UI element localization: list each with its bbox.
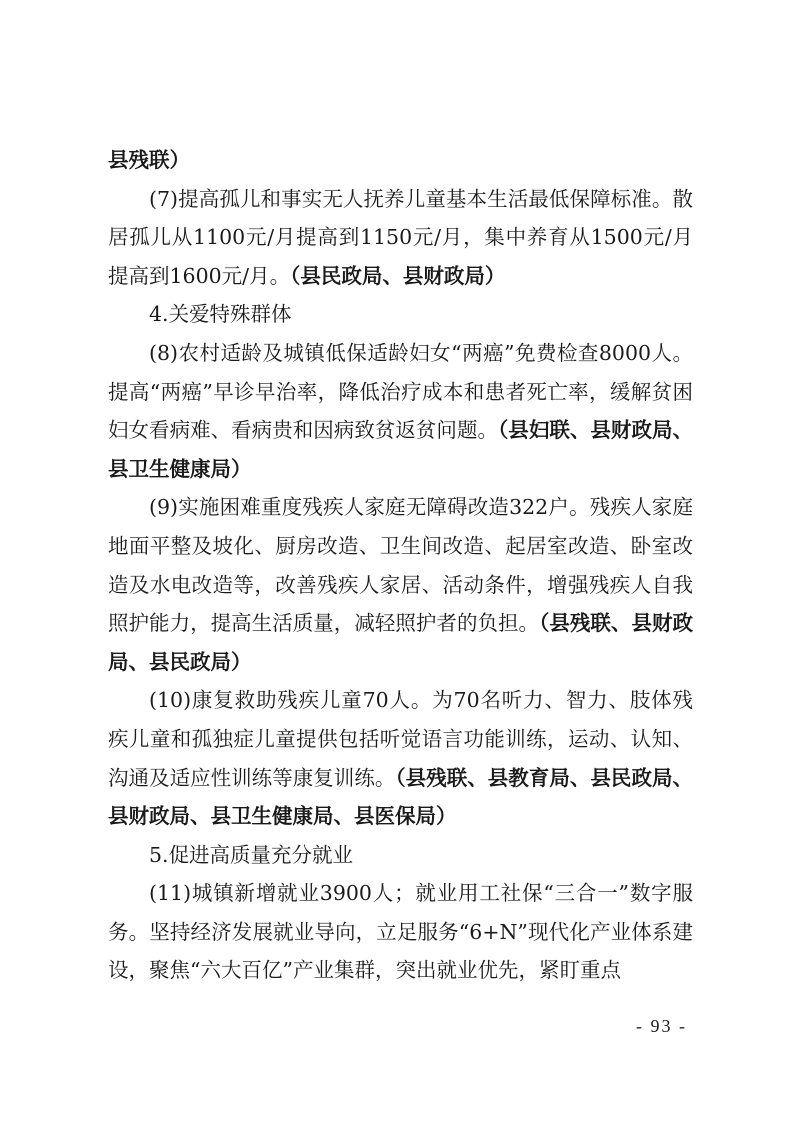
item-number: (10) — [149, 688, 192, 713]
item-text: 农村适龄及城镇低保适龄妇女“两癌”免费检查8000人。提高“两癌”早诊早治率，降低治疗成本和患者死亡率，缓解贫困妇女看病难、看病贵和因病致贫返贫问题。 — [108, 340, 693, 443]
item-number: (9) — [149, 495, 179, 520]
page-number: - 93 - — [636, 1016, 687, 1036]
item-number: (11) — [149, 881, 192, 906]
responsible-department: 县残联） — [108, 148, 190, 172]
item-number: (7) — [149, 186, 179, 211]
responsible-department: （县残联、县教育局、县民政局、县财政局、县卫生健康局、县医保局） — [108, 765, 693, 829]
item-text: 提高孤儿和事实无人抚养儿童基本生活最低保障标准。散居孤儿从1100元/月提高到1150元/月，集中养育从1500元/月提高到1600元/月。 — [108, 186, 693, 288]
paragraph-continuation — [108, 141, 693, 180]
item-11 — [108, 874, 693, 990]
item-10 — [108, 681, 693, 835]
section-title: 关爱特殊群体 — [168, 302, 292, 327]
item-text: 城镇新增就业3900人；就业用工社保“三合一”数字服务。坚持经济发展就业导向，立足服务“6+N”现代化产业体系建设，聚焦“六大百亿”产业集群，突出就业优先，紧盯重点 — [108, 881, 693, 983]
item-8 — [108, 334, 693, 488]
section-number: 5. — [149, 842, 169, 867]
item-number: (8) — [149, 340, 179, 365]
section-title: 促进高质量充分就业 — [168, 842, 354, 867]
section-number: 4. — [149, 302, 169, 327]
responsible-department: （县妇联、县财政局、县卫生健康局） — [108, 418, 694, 481]
responsible-department: （县残联、县财政局、县民政局） — [108, 611, 693, 674]
document-body — [108, 141, 693, 990]
section-heading-4 — [108, 295, 693, 334]
item-text: 实施困难重度残疾人家庭无障碍改造322户。残疾人家庭地面平整及坡化、厨房改造、卫生间改造、起居室改造、卧室改造及水电改造等，改善残疾人家居、活动条件，增强残疾人自我照护能力，提高生活质量，减轻照护者的负担。 — [108, 495, 693, 636]
responsible-department: （县民政局、县财政局） — [290, 263, 506, 288]
item-9 — [108, 488, 693, 681]
item-text: 康复救助残疾儿童70人。为70名听力、智力、肢体残疾儿童和孤独症儿童提供包括听觉语言功能训练，运动、认知、沟通及适应性训练等康复训练。 — [108, 688, 693, 790]
section-heading-5 — [108, 836, 693, 875]
item-7 — [108, 180, 693, 296]
